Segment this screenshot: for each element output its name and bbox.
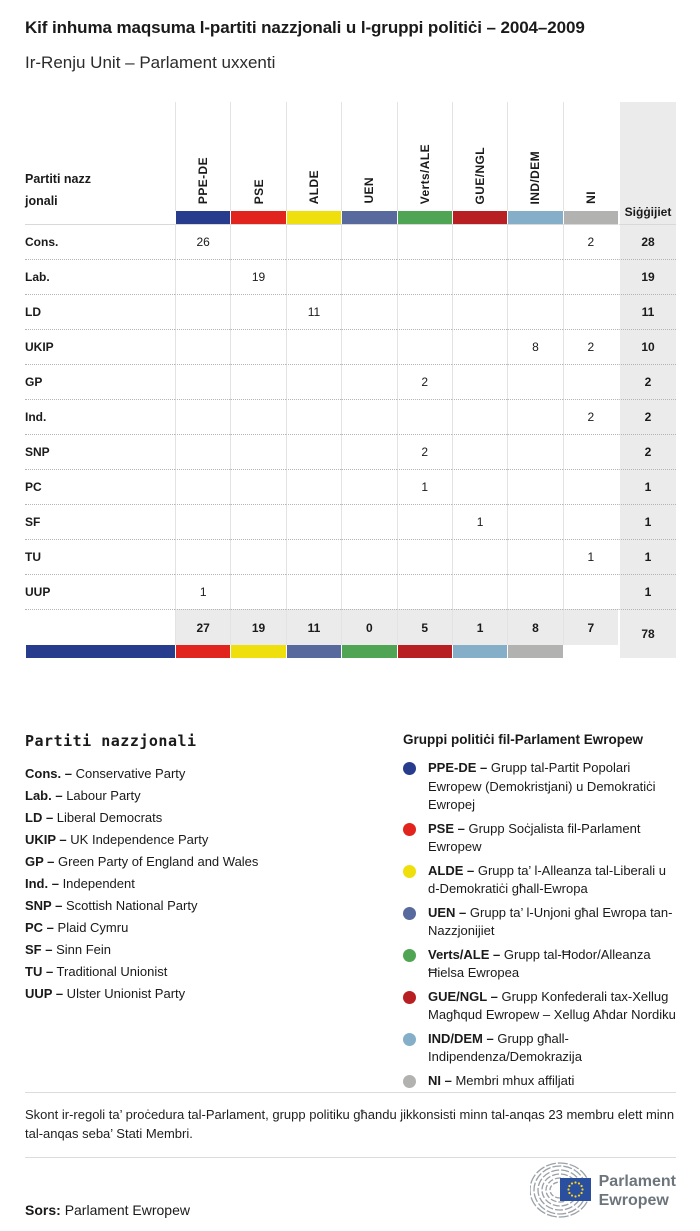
source-value: Parlament Ewropew [64, 1202, 190, 1218]
seats-cell: 19 [618, 259, 676, 294]
totals-cell-UEN: 0 [341, 609, 396, 645]
party-abbr: SNP – [25, 898, 63, 913]
value-cell [452, 364, 507, 399]
totals-cell-NI: 7 [563, 609, 618, 645]
page-title: Kif inhuma maqsuma l-partiti nazzjonali u l-gruppi politiċi – 2004–2009 [25, 18, 585, 37]
value-cell [175, 399, 230, 434]
value-cell: 8 [507, 329, 562, 364]
group-abbr: IND/DEM – [428, 1030, 494, 1046]
group-color-bullet-icon [403, 907, 416, 920]
legend-party-item [25, 851, 403, 873]
legend-groups-title: Gruppi politiċi fil-Parlament Ewropew [403, 732, 644, 747]
row-label-UUP: UUP [25, 574, 175, 609]
group-header-NI [563, 102, 618, 211]
value-cell [397, 259, 452, 294]
value-cell [507, 504, 562, 539]
party-name: UK Independence Party [66, 832, 209, 847]
value-cell [507, 574, 562, 609]
value-cell [175, 504, 230, 539]
legend-groups-list [403, 759, 676, 1090]
legend-section [25, 732, 676, 1092]
party-abbr: PC – [25, 920, 54, 935]
value-cell [230, 224, 285, 259]
ep-hemicycle-icon [530, 1162, 593, 1219]
value-cell [507, 224, 562, 259]
value-cell [230, 539, 285, 574]
row-label-Cons: Cons. [25, 224, 175, 259]
value-cell [341, 294, 396, 329]
legend-group-item [403, 1030, 676, 1067]
group-desc: PPE-DE – Grupp tal-Partit Popolari Ewropew (Demokristjani) u Demokratiċi Ewropej [428, 760, 656, 812]
group-header-IND/DEM [507, 102, 562, 211]
value-cell [230, 574, 285, 609]
seats-cell: 2 [618, 399, 676, 434]
party-abbr: Ind. – [25, 876, 59, 891]
seats-table [25, 102, 676, 658]
group-header-PPE-DE [175, 102, 230, 211]
value-cell [175, 434, 230, 469]
value-cell [563, 574, 618, 609]
value-cell [230, 469, 285, 504]
legend-parties [25, 732, 403, 1092]
value-cell [175, 364, 230, 399]
group-header-label: ALDE [306, 169, 321, 204]
totals-cell-IND/DEM: 8 [507, 609, 562, 645]
legend-group-item [403, 759, 676, 815]
value-cell [507, 364, 562, 399]
group-desc: GUE/NGL – Grupp Konfederali tax-Xellug Magħqud Ewropew – Xellug Aħdar Nordiku [428, 988, 676, 1022]
row-label-TU: TU [25, 539, 175, 574]
party-name: Green Party of England and Wales [54, 854, 259, 869]
party-abbr: GP – [25, 854, 55, 869]
value-cell [341, 329, 396, 364]
value-cell [341, 399, 396, 434]
value-cell [230, 504, 285, 539]
value-cell [563, 294, 618, 329]
group-header-label: PSE [251, 178, 266, 204]
value-cell: 19 [230, 259, 285, 294]
value-cell [563, 434, 618, 469]
page-subtitle: Ir-Renju Unit – Parlament uxxenti [25, 53, 276, 72]
value-cell [397, 399, 452, 434]
totals-cell-ALDE: 11 [286, 609, 341, 645]
corner-header [25, 102, 175, 224]
value-cell [286, 434, 341, 469]
legend-party-item [25, 829, 403, 851]
value-cell [507, 294, 562, 329]
party-name: Conservative Party [71, 766, 186, 781]
row-label-GP: GP [25, 364, 175, 399]
legend-party-item [25, 895, 403, 917]
value-cell [563, 364, 618, 399]
value-cell: 1 [452, 504, 507, 539]
totals-cell-PSE: 19 [230, 609, 285, 645]
group-colorbar-Verts/ALE [397, 211, 452, 224]
value-cell [397, 294, 452, 329]
row-label-SNP: SNP [25, 434, 175, 469]
group-desc: PSE – Grupp Soċjalista fil-Parlament Ewropew [428, 820, 641, 854]
totals-label-cell [25, 609, 175, 645]
ep-logo [530, 1162, 676, 1219]
legend-party-item [25, 939, 403, 961]
value-cell [452, 469, 507, 504]
group-color-bullet-icon [403, 949, 416, 962]
group-colorbar-PPE-DE [175, 211, 230, 224]
value-cell [507, 259, 562, 294]
value-cell [341, 539, 396, 574]
value-cell [452, 539, 507, 574]
value-cell [175, 469, 230, 504]
row-label-UKIP: UKIP [25, 329, 175, 364]
value-cell [563, 469, 618, 504]
value-cell: 11 [286, 294, 341, 329]
totals-cell-PPE-DE: 27 [175, 609, 230, 645]
ep-logo-line1: Parlament [598, 1172, 676, 1190]
group-colorbar-ALDE [286, 211, 341, 224]
value-cell [397, 224, 452, 259]
value-cell [341, 469, 396, 504]
legend-party-item [25, 873, 403, 895]
legend-group-item [403, 904, 676, 941]
party-abbr: Cons. – [25, 766, 72, 781]
group-colorbar-GUE/NGL [452, 211, 507, 224]
group-header-label: Verts/ALE [417, 143, 432, 204]
seats-cell: 28 [618, 224, 676, 259]
group-colorbar-bottom-GUE/NGL [397, 645, 452, 658]
seats-cell: 10 [618, 329, 676, 364]
group-colorbar-bottom-PPE-DE [25, 645, 175, 658]
source-line [25, 1202, 190, 1218]
value-cell [286, 259, 341, 294]
value-cell [230, 294, 285, 329]
value-cell [341, 434, 396, 469]
legend-parties-list [25, 763, 403, 1005]
ep-logo-text [599, 1172, 676, 1210]
note-section [25, 1092, 676, 1158]
group-colorbar-bottom-IND/DEM [452, 645, 507, 658]
value-cell [286, 364, 341, 399]
value-cell [175, 329, 230, 364]
value-cell [286, 224, 341, 259]
group-abbr: Verts/ALE – [428, 946, 501, 962]
seats-cell: 11 [618, 294, 676, 329]
group-header-UEN [341, 102, 396, 211]
value-cell [397, 329, 452, 364]
party-abbr: UUP – [25, 986, 64, 1001]
row-label-SF: SF [25, 504, 175, 539]
grand-total-cell: 78 [618, 609, 676, 658]
seats-cell: 1 [618, 574, 676, 609]
party-abbr: UKIP – [25, 832, 67, 847]
group-desc: Verts/ALE – Grupp tal-Ħodor/Alleanza Ħielsa Ewropea [428, 946, 651, 980]
value-cell [286, 399, 341, 434]
party-abbr: SF – [25, 942, 53, 957]
group-colorbar-PSE [230, 211, 285, 224]
value-cell [397, 504, 452, 539]
group-header-ALDE [286, 102, 341, 211]
seats-header: Siġġijiet [618, 102, 676, 224]
value-cell [452, 259, 507, 294]
corner-header-label: Partiti nazzjonali [25, 172, 91, 208]
group-abbr: UEN – [428, 904, 467, 920]
value-cell [452, 574, 507, 609]
group-header-label: UEN [362, 177, 377, 204]
row-label-Lab: Lab. [25, 259, 175, 294]
legend-party-item [25, 785, 403, 807]
value-cell [563, 259, 618, 294]
value-cell [452, 329, 507, 364]
legend-party-item [25, 983, 403, 1005]
legend-party-item [25, 807, 403, 829]
group-colorbar-UEN [341, 211, 396, 224]
party-name: Sinn Fein [52, 942, 112, 957]
group-header-label: IND/DEM [528, 150, 543, 204]
value-cell [230, 399, 285, 434]
row-label-LD: LD [25, 294, 175, 329]
seats-cell: 2 [618, 434, 676, 469]
party-name: Ulster Unionist Party [63, 986, 186, 1001]
value-cell [341, 224, 396, 259]
value-cell [286, 329, 341, 364]
group-color-bullet-icon [403, 823, 416, 836]
value-cell: 26 [175, 224, 230, 259]
group-abbr: PPE-DE – [428, 760, 488, 775]
source-label: Sors: [25, 1202, 61, 1218]
value-cell [341, 574, 396, 609]
party-name: Plaid Cymru [53, 920, 129, 935]
legend-group-item [403, 946, 676, 983]
value-cell [452, 224, 507, 259]
value-cell [175, 294, 230, 329]
group-colorbar-bottom-ALDE [230, 645, 285, 658]
value-cell: 2 [563, 399, 618, 434]
group-desc: IND/DEM – Grupp għall-Indipendenza/Demokrazija [428, 1030, 582, 1064]
legend-parties-title: Partiti nazzjonali [25, 732, 197, 750]
value-cell [507, 399, 562, 434]
group-header-label: PPE-DE [196, 156, 211, 204]
group-desc: UEN – Grupp ta’ l-Unjoni għal Ewropa tan-Nazzjonijiet [428, 904, 673, 938]
group-abbr: NI – [428, 1072, 452, 1088]
legend-group-item [403, 1072, 676, 1091]
party-name: Liberal Democrats [53, 810, 163, 825]
value-cell [507, 469, 562, 504]
group-color-bullet-icon [403, 1075, 416, 1088]
value-cell [286, 574, 341, 609]
legend-groups [403, 732, 676, 1092]
group-colorbar-NI [563, 211, 618, 224]
value-cell [563, 504, 618, 539]
value-cell [230, 434, 285, 469]
value-cell [397, 539, 452, 574]
value-cell [452, 294, 507, 329]
party-abbr: LD – [25, 810, 54, 825]
row-label-PC: PC [25, 469, 175, 504]
value-cell: 2 [397, 434, 452, 469]
party-abbr: TU – [25, 964, 54, 979]
legend-group-item [403, 820, 676, 857]
value-cell: 2 [397, 364, 452, 399]
group-colorbar-IND/DEM [507, 211, 562, 224]
group-abbr: GUE/NGL – [428, 988, 498, 1004]
value-cell [341, 364, 396, 399]
group-abbr: ALDE – [428, 862, 475, 878]
value-cell: 2 [563, 329, 618, 364]
value-cell [341, 504, 396, 539]
value-cell [230, 329, 285, 364]
seats-cell: 2 [618, 364, 676, 399]
value-cell [175, 539, 230, 574]
seats-cell: 1 [618, 539, 676, 574]
value-cell [230, 364, 285, 399]
group-color-bullet-icon [403, 991, 416, 1004]
group-header-label: NI [583, 191, 598, 204]
totals-cell-Verts/ALE: 5 [397, 609, 452, 645]
value-cell [507, 539, 562, 574]
value-cell [286, 504, 341, 539]
group-color-bullet-icon [403, 1033, 416, 1046]
group-header-GUE/NGL [452, 102, 507, 211]
seats-cell: 1 [618, 469, 676, 504]
group-header-PSE [230, 102, 285, 211]
group-colorbar-bottom-UEN [286, 645, 341, 658]
value-cell [286, 539, 341, 574]
value-cell [507, 434, 562, 469]
value-cell: 2 [563, 224, 618, 259]
group-desc: ALDE – Grupp ta’ l-Alleanza tal-Liberali u d-Demokratiċi għall-Ewropa [428, 862, 666, 896]
group-color-bullet-icon [403, 865, 416, 878]
party-abbr: Lab. – [25, 788, 63, 803]
seats-cell: 1 [618, 504, 676, 539]
group-abbr: PSE – [428, 820, 465, 836]
row-label-Ind: Ind. [25, 399, 175, 434]
party-name: Traditional Unionist [53, 964, 168, 979]
legend-party-item [25, 763, 403, 785]
value-cell: 1 [397, 469, 452, 504]
value-cell [286, 469, 341, 504]
group-color-bullet-icon [403, 762, 416, 775]
group-header-Verts/ALE [397, 102, 452, 211]
legend-group-item [403, 862, 676, 899]
note-text: Skont ir-regoli ta’ proċedura tal-Parlament, grupp politiku għandu jikkonsisti minn tal-anqas 23 membru elett minn tal-anqas seba’ Stati Membri. [25, 1107, 675, 1141]
value-cell: 1 [175, 574, 230, 609]
legend-party-item [25, 917, 403, 939]
value-cell [175, 259, 230, 294]
legend-group-item [403, 988, 676, 1025]
group-header-label: GUE/NGL [473, 146, 488, 204]
legend-party-item [25, 961, 403, 983]
value-cell [397, 574, 452, 609]
group-colorbar-bottom-NI [507, 645, 562, 658]
party-name: Scottish National Party [62, 898, 198, 913]
party-name: Labour Party [62, 788, 141, 803]
party-name: Independent [58, 876, 135, 891]
group-colorbar-bottom-Verts/ALE [341, 645, 396, 658]
ep-logo-line2: Ewropew [598, 1191, 669, 1209]
group-colorbar-bottom-PSE [175, 645, 230, 658]
value-cell [341, 259, 396, 294]
value-cell: 1 [563, 539, 618, 574]
value-cell [452, 434, 507, 469]
value-cell [452, 399, 507, 434]
totals-cell-GUE/NGL: 1 [452, 609, 507, 645]
group-desc: NI – Membri mhux affiljati [428, 1072, 575, 1088]
footer [25, 1160, 676, 1226]
